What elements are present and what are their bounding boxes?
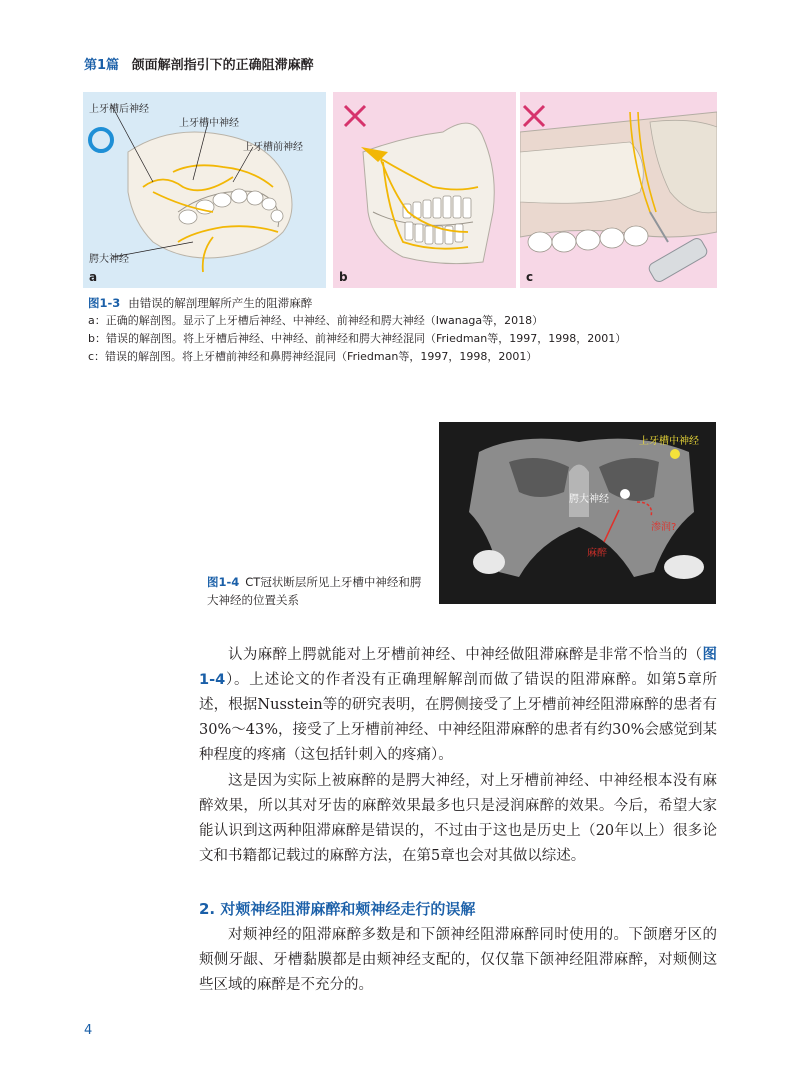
panel-letter-b: b	[339, 270, 348, 284]
figure-panel-b	[333, 92, 516, 288]
palatine-nerve-marker	[620, 489, 630, 499]
paragraph-1-part-2: ）。上述论文的作者没有正确理解解剖而做了错误的阻滞麻醉。如第5章所述，根据Nusstein等的研究表明，在腭侧接受了上牙槽前神经阻滞麻醉的患者有30%～43%，接受了上牙槽前神经、中神经阻滞麻醉的患者有约30%会感觉到某种程度的疼痛（这包括针刺入的疼痛）。	[199, 672, 717, 763]
caption-line-c: c：错误的解剖图。将上牙槽前神经和鼻腭神经混同（Friedman等，1997，1998，2001）	[88, 350, 538, 363]
ct-label-palatine-nerve: 腭大神经	[569, 494, 609, 505]
panel-letter-c: c	[526, 270, 534, 284]
paragraph-1	[199, 643, 717, 768]
paragraph-2-text: 这是因为实际上被麻醉的是腭大神经，对上牙槽前神经、中神经根本没有麻醉效果，所以其对牙齿的麻醉效果最多也只是浸润麻醉的效果。今后，希望大家能认识到这两种阻滞麻醉是错误的，不过由于这也是历史上（20年以上）很多论文和书籍都记载过的麻醉方法，在第5章也会对其做以综述。	[199, 773, 717, 864]
ct-label-anesthesia: 麻醉	[587, 548, 607, 559]
caption-line-a: a：正确的解剖图。显示了上牙槽后神经、中神经、前神经和腭大神经（Iwanaga等，2018）	[88, 314, 544, 327]
label-posterior-superior-alveolar-nerve: 上牙槽后神经	[89, 104, 149, 115]
figure-number: 图1-3	[88, 296, 121, 310]
figure-reference-link[interactable]: 图1-4	[199, 647, 717, 688]
chapter-title: 颌面解剖指引下的正确阻滞麻醉	[131, 58, 314, 73]
paragraph-3-text: 对颊神经的阻滞麻醉多数是和下颌神经阻滞麻醉同时使用的。下颌磨牙区的颊侧牙龈、牙槽黏膜都是由颊神经支配的，仅仅靠下颌神经阻滞麻醉，对颊侧这些区域的麻醉是不充分的。	[199, 927, 717, 993]
panel-letter-a: a	[89, 270, 98, 284]
label-greater-palatine-nerve: 腭大神经	[89, 254, 129, 265]
label-middle-superior-alveolar-nerve: 上牙槽中神经	[179, 118, 239, 129]
figure-panel-a	[83, 92, 326, 288]
ct-scan-illustration	[439, 422, 716, 604]
ct-label-middle-nerve: 上牙槽中神经	[639, 436, 699, 447]
figure-panel-c	[520, 92, 717, 288]
figure-1-3-caption	[88, 294, 626, 366]
paragraph-2	[199, 769, 717, 869]
figure-title: 由错误的解剖理解所产生的阻滞麻醉	[128, 296, 313, 310]
figure-1-4-caption	[207, 573, 432, 609]
wrong-cross-icon	[345, 106, 365, 126]
palate-illustration-wrong-c	[520, 92, 717, 288]
wrong-cross-icon	[524, 106, 544, 126]
middle-nerve-marker	[670, 449, 680, 459]
ct-label-leak: 渗润?	[651, 522, 677, 533]
part-label: 第1篇	[84, 58, 120, 73]
label-anterior-superior-alveolar-nerve: 上牙槽前神经	[243, 142, 303, 153]
paragraph-1-part-1: 认为麻醉上腭就能对上牙槽前神经、中神经做阻滞麻醉是非常不恰当的（	[228, 647, 703, 663]
section-heading: 2. 对颊神经阻滞麻醉和颊神经走行的误解	[199, 900, 476, 918]
skull-illustration-wrong-b	[333, 92, 516, 288]
correct-circle-icon	[90, 129, 112, 151]
syringe-icon	[647, 236, 709, 283]
running-header	[84, 54, 314, 73]
figure-number: 图1-4	[207, 575, 240, 589]
ct-coronal-image	[439, 422, 716, 604]
caption-line-b: b：错误的解剖图。将上牙槽后神经、中神经、前神经和腭大神经混同（Friedman等，1997，1998，2001）	[88, 332, 627, 345]
paragraph-3	[199, 923, 717, 998]
figure-text: CT冠状断层所见上牙槽中神经和腭大神经的位置关系	[207, 575, 422, 607]
page-number: 4	[84, 1023, 93, 1038]
